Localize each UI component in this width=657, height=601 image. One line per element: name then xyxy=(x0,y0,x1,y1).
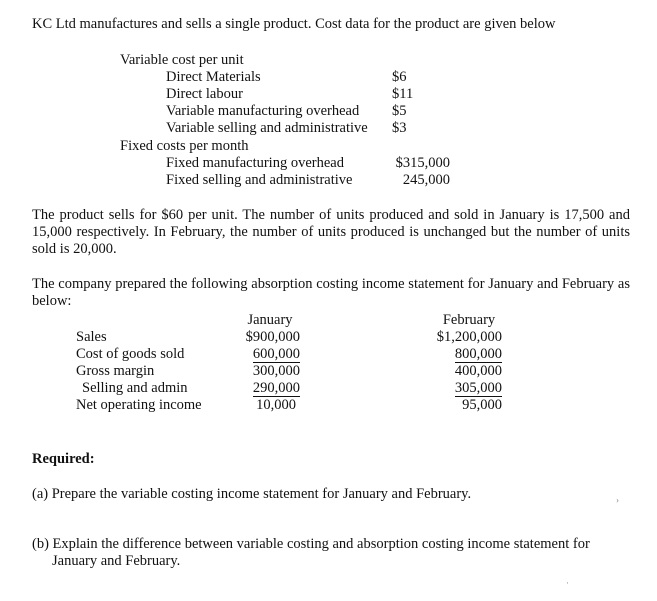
cost-item-value: $315,000 xyxy=(395,155,450,171)
column-header-february: February xyxy=(442,312,496,328)
required-heading: Required: xyxy=(32,451,95,467)
column-header-january: January xyxy=(247,312,293,328)
cost-item-value: $11 xyxy=(392,86,414,102)
cost-item-label: Direct labour xyxy=(166,86,243,102)
intro-text: KC Ltd manufactures and sells a single product. Cost data for the product are given below xyxy=(32,16,556,32)
statement-january-value: 290,000 xyxy=(252,380,300,396)
statement-row-label: Net operating income xyxy=(76,397,202,413)
statement-row-label: Selling and admin xyxy=(82,380,188,396)
required-part-b-text: (b) Explain the difference between variable costing and absorption costing income statement for January and February. xyxy=(32,536,590,569)
cost-item-value: $6 xyxy=(392,69,407,85)
statement-february-value: 400,000 xyxy=(454,363,502,379)
cost-item-label: Fixed manufacturing overhead xyxy=(166,155,344,171)
statement-february-value: 800,000 xyxy=(454,346,502,362)
statement-february-value: 305,000 xyxy=(454,380,502,396)
cost-item-value: 245,000 xyxy=(402,172,450,188)
statement-february-value: 95,000 xyxy=(462,397,502,413)
statement-row-label: Sales xyxy=(76,329,107,345)
paragraph-statement-intro: The company prepared the following absorption costing income statement for January and February as below: xyxy=(32,276,630,309)
statement-january-value: $900,000 xyxy=(245,329,300,345)
statement-february-value: $1,200,000 xyxy=(436,329,502,345)
cost-item-value: $3 xyxy=(392,120,407,136)
statement-january-value: 600,000 xyxy=(252,346,300,362)
cost-item-label: Fixed selling and administrative xyxy=(166,172,353,188)
variable-cost-heading: Variable cost per unit xyxy=(120,52,244,68)
cost-item-value: $5 xyxy=(392,103,407,119)
statement-row-label: Gross margin xyxy=(76,363,155,379)
paragraph-units: The product sells for $60 per unit. The number of units produced and sold in January is 17,500 and 15,000 respectively. In February, the number of units produced is unchanged but the number of units sold is 20,000. xyxy=(32,207,630,257)
statement-january-value: 300,000 xyxy=(252,363,300,379)
fixed-cost-heading: Fixed costs per month xyxy=(120,138,249,154)
statement-january-value: 10,000 xyxy=(256,397,296,413)
statement-row-label: Cost of goods sold xyxy=(76,346,185,362)
scan-mark: › xyxy=(616,495,619,505)
scan-mark: · xyxy=(566,578,569,588)
cost-item-label: Variable manufacturing overhead xyxy=(166,103,360,119)
required-part-b xyxy=(32,536,622,570)
cost-item-label: Direct Materials xyxy=(166,69,261,85)
cost-item-label: Variable selling and administrative xyxy=(166,120,368,136)
required-part-a: (a) Prepare the variable costing income statement for January and February. xyxy=(32,486,472,502)
